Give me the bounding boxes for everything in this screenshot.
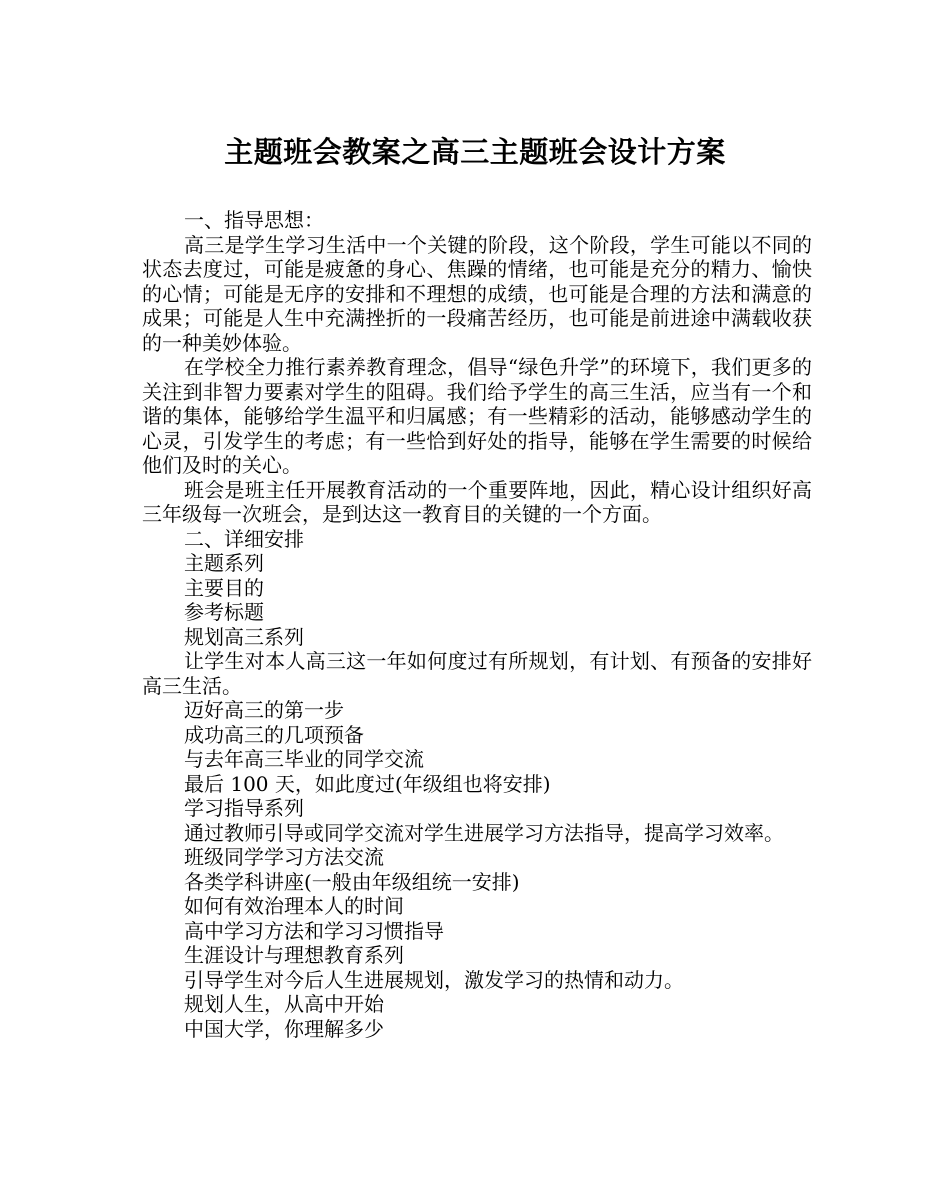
series-purpose-study-guidance: 通过教师引导或同学交流对学生进展学习方法指导，提高学习效率。 [184, 820, 784, 845]
paragraph-school-philosophy: 在学校全力推行素养教育理念，倡导“绿色升学”的环境下，我们更多的关注到非智力要素对学生的阻碍。我们给予学生的高三生活，应当有一个和谐的集体，能够给学生温平和归属感；有一些精彩的活动，能够感动学生的心灵，引发学生的考虑；有一些恰到好处的指导，能够在学生需要的时候给他们及时的关心。 [142, 355, 812, 477]
reference-title-item: 成功高三的几项预备 [184, 722, 364, 747]
reference-title-item: 最后 100 天，如此度过(年级组也将安排) [184, 771, 551, 796]
reference-title-item: 高中学习方法和学习习惯指导 [184, 918, 444, 943]
series-title-planning: 规划高三系列 [184, 624, 304, 649]
section-heading-detailed-plan: 二、详细安排 [184, 526, 304, 551]
table-header-theme-series: 主题系列 [184, 551, 264, 575]
reference-title-item: 迈好高三的第一步 [184, 698, 344, 722]
reference-title-item: 班级同学学习方法交流 [184, 845, 384, 869]
series-title-study-guidance: 学习指导系列 [184, 796, 304, 820]
document-title: 主题班会教案之高三主题班会设计方案 [224, 135, 726, 169]
reference-title-item: 规划人生，从高中开始 [184, 992, 384, 1016]
series-purpose-planning: 让学生对本人高三这一年如何度过有所规划，有计划、有预备的安排好高三生活。 [142, 649, 812, 698]
table-header-main-purpose: 主要目的 [184, 575, 264, 600]
paragraph-class-meeting-role: 班会是班主任开展教育活动的一个重要阵地，因此，精心设计组织好高三年级每一次班会，是到达这一教育目的关键的一个方面。 [142, 477, 812, 526]
document-body [142, 208, 812, 1041]
reference-title-item: 如何有效治理本人的时间 [184, 894, 404, 918]
paragraph-senior-year-states: 高三是学生学习生活中一个关键的阶段，这个阶段，学生可能以不同的状态去度过，可能是疲惫的身心、焦躁的情绪，也可能是充分的精力、愉快的心情；可能是无序的安排和不理想的成绩，也可能是合理的方法和满意的成果；可能是人生中充满挫折的一段痛苦经历，也可能是前进途中满载收获的一种美妙体验。 [142, 232, 812, 355]
series-purpose-career-ideals: 引导学生对今后人生进展规划，激发学习的热情和动力。 [184, 967, 684, 992]
series-title-career-ideals: 生涯设计与理想教育系列 [184, 943, 404, 967]
reference-title-item: 中国大学，你理解多少 [184, 1016, 384, 1041]
reference-title-item: 各类学科讲座(一般由年级组统一安排) [184, 869, 520, 894]
table-header-reference-titles: 参考标题 [184, 600, 264, 624]
reference-title-item: 与去年高三毕业的同学交流 [184, 747, 424, 771]
section-heading-guiding-thought: 一、指导思想： [184, 208, 324, 232]
